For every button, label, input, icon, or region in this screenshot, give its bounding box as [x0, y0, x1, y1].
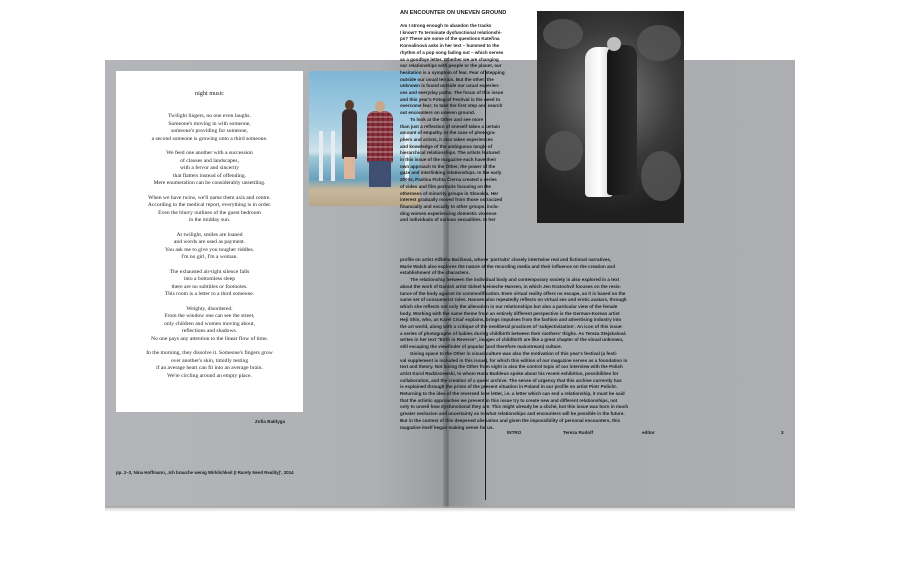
- poem-stanza: [116, 232, 303, 262]
- article-line: magazine itself began making sense for us.: [400, 424, 494, 430]
- article-line: Am I strong enough to abandon the tracks: [400, 23, 492, 28]
- article-line: I know? To terminate dysfunctional relationshi-: [400, 29, 502, 35]
- poem-line: over another's skin, timidly testing: [170, 357, 249, 364]
- article-line: our relationships with people or the planet, our: [400, 63, 502, 69]
- article-line: the art world, along with a critique of the neoliberal practices of 'subjectivization'. An icon of this issue:: [400, 324, 623, 330]
- poem-line: From the window one can see the street,: [164, 313, 255, 319]
- article-line: greater seclusion and uncertainty as to what relationships and encounters will be possible in the future.: [400, 411, 625, 417]
- article-line: Marie Walsh also explores the nature of the recording media and their influence on the creation and: [400, 263, 616, 269]
- article-line: than just a reflection of oneself takes a certain: [400, 123, 501, 129]
- article-line: of video and film portraits focusing on the: [400, 183, 491, 189]
- article-line: financially and socially to other groups, inclu-: [400, 203, 500, 209]
- article-line: profile on artist Alžběta Bačíková, whose 'portraits' closely intertwine real and fictional narratives,: [400, 257, 612, 262]
- poem-stanza: [116, 150, 303, 188]
- article-line: same set of consumerist rules. Hansen also repeatedly reflects on virtual sex and erotic avatars, through: [400, 297, 627, 303]
- article-line: text and theory. Not losing the Other from sight is also the control topic of our interview with the Polish: [400, 364, 623, 370]
- article-text-narrow: [400, 23, 532, 224]
- poem-line: In the morning, they dissolve it. Someone's fingers grow: [146, 350, 273, 356]
- article-line: as a goodbye letter. Whether we are changing: [400, 56, 499, 62]
- article-line: and knowledge of the ambiguous tangle of: [400, 143, 493, 149]
- article-line: body. Working with the same theme from an entirely different perspective is the German-Korean artist: [400, 310, 620, 316]
- poem-line: No one pays any attention to the linear flow of time.: [151, 335, 268, 342]
- article-line: and individuals of various sexualities. In her: [400, 217, 496, 223]
- article-line: artist Karol Radziszewski, to whom Hana Buddeus spoke about his recent exhibition, possibilities for: [400, 370, 619, 376]
- article-line: Giving space to the Other in visual culture was also the motivation of this year's festival (a festi-: [410, 350, 618, 356]
- article-line: Konvalinová asks in her text – hummed to the: [400, 43, 500, 49]
- article-line: But in the context of this deepened alienation and given the impossibility of personal encounters, this: [400, 417, 621, 423]
- poem-line: Someone's moving in with someone,: [168, 120, 251, 127]
- article-line: own approach to the Other, the power of the: [400, 163, 496, 169]
- article-line: tance of the body against its commodification. Even virtual reality offers no escape, as it is based on the: [400, 290, 626, 296]
- poem-line: Even the blurry outlines of the guest bedroom: [158, 209, 261, 216]
- poem-line: that flatters instead of offending.: [172, 172, 247, 179]
- poem-line: At twilight, smiles are loaned: [176, 231, 243, 238]
- poem-line: Weighty, disordered.: [186, 305, 233, 312]
- article-line: about the work of Danish artist Sidsel Meineche Hansen, in which Jen Kratochvil focuses on the resis-: [400, 283, 622, 289]
- article-line: overcome fear; to take the first step and search: [400, 103, 503, 109]
- article-line: Returning to the idea of the reversed love letter, i.e. a letter which can end a relationship, it must be said: [400, 391, 625, 397]
- article-line: establishment of the characters.: [400, 270, 470, 276]
- article-line: unknown is found outside our usual experien-: [400, 83, 500, 89]
- article-line: val supplement is included in this issue), for which this edition of our magazine serves as a foundation in: [400, 357, 628, 363]
- poem-line: of clauses and landscapes,: [180, 157, 239, 164]
- poem-line: When we have twins, we'll name them axis and centre.: [148, 194, 271, 201]
- poem-line: You ask me to give you tougher riddles.: [164, 246, 255, 253]
- poem-line: According to the medical report, everything is in order.: [147, 202, 272, 208]
- image-caption: pp. 2–3, Nina Hoffmann, ‚Ich brauche wenig Wirklichkeit (I Rarely Need Reality)‘, 2014: [116, 470, 294, 475]
- article-line: that the artistic approaches we present in this issue try to create new and different relationships, not: [400, 397, 618, 403]
- article-line: rhythm of a pop song fading out – which serves: [400, 49, 504, 55]
- article-line: only to unveil how dysfunctional they are. This might already be a cliché, but this issue was born in much: [400, 404, 629, 410]
- article-line: phers and artists, it also takes experiences: [400, 136, 493, 142]
- article-line: a series of photographs of babies during childbirth between their mothers' thighs. As Tereza Stejskalová: [400, 330, 626, 336]
- left-page: [105, 60, 445, 508]
- article-line: hesitation is a symptom of fear. Fear of stepping: [400, 69, 505, 75]
- article-line: amount of empathy. In the case of photogra-: [400, 130, 496, 136]
- article-line: and this year's Fotograf Festival is the need to: [400, 96, 501, 102]
- man-figure: [367, 111, 393, 163]
- article-text-wide: [400, 257, 684, 431]
- poem-stanza: [116, 350, 303, 380]
- article-line: hierarchical relationships. The artists featured: [400, 150, 500, 156]
- article-line: The relationship between the individual body and contemporary society is also explored in a text: [410, 277, 620, 283]
- poem-line: a second someone is growing onto a third someone.: [151, 135, 268, 142]
- poem-line: only children and women moving about,: [164, 320, 255, 327]
- article-line: ps? These are some of the questions Kateřina: [400, 36, 500, 42]
- article-line: ding women experiencing domestic violence: [400, 210, 497, 216]
- poem-stanza: [116, 195, 303, 225]
- article-line: gaze and interlinking relationships. In the early: [400, 170, 502, 176]
- article-line: interest gradually moved from those ostracized: [400, 197, 503, 203]
- poem-line: reflections and shadows.: [181, 328, 238, 334]
- poem-line: and words are used as payment.: [173, 239, 246, 245]
- article-line: still escaping the viewfinder of popular (and therefore mainstream) culture.: [400, 344, 562, 350]
- article-line: writes in her text "Birth in Reverse", images of childbirth are like a great chapter of the visual unknown,: [400, 337, 624, 343]
- poem-box: [116, 71, 303, 412]
- spread-shadow: [105, 506, 795, 512]
- article-line: in this issue of the magazine each have their: [400, 157, 497, 163]
- article-line: 2000s, Pavlína Fichta Čierna created a series: [400, 177, 497, 183]
- footer-author: Tereza Rudolf: [563, 430, 594, 435]
- footer-section: INTRO: [507, 430, 522, 435]
- article-line: is explained through the prism of the present situation in Poland in our profile on artist Piotr Policht.: [400, 384, 618, 390]
- embrace-photo: [537, 11, 684, 223]
- embracing-couple: [585, 37, 641, 197]
- poem-line: into a bottomless sleep: [183, 276, 236, 282]
- poem-line: Twilight lingers, no one even laughs.: [168, 113, 251, 119]
- article-line: otherness of minority groups in Slovakia. Her: [400, 190, 499, 196]
- footer-role: editor: [642, 430, 655, 435]
- article-line: To look at the Other and see more: [410, 116, 484, 122]
- poem-line: with a fervor and sincerity: [179, 165, 240, 171]
- page-number: 3: [781, 430, 784, 435]
- poem-title: night music: [194, 90, 225, 97]
- poem-author: Zofia Bałdyga: [255, 419, 286, 424]
- poem-line: The exhausted air-tight silence falls: [169, 268, 250, 275]
- article-line: outside our usual terrain. But the other; the: [400, 76, 494, 82]
- poem-line: in the midday sun.: [188, 217, 231, 223]
- article-line: Heji Shin, who, as Karel Císař explains, brings impulses from the fashion and advertising industry into: [400, 317, 622, 323]
- poem-stanzas: [116, 113, 303, 387]
- poem-line: This room is a letter to a third someone.: [164, 291, 255, 297]
- article-line: collaboration, and the creation of a queer archive. The sense of urgency that this archive currently has: [400, 377, 622, 383]
- poem-stanza: [116, 306, 303, 344]
- poem-line: someone's providing for someone,: [171, 128, 248, 134]
- woman-figure: [342, 109, 357, 159]
- article-line: which she reflects not only the alienation in our relationships but also a particular view of the female: [400, 303, 618, 309]
- poem-line: We feed one another with a succession: [166, 150, 253, 156]
- poem-line: Mere enumeration can be considerably unsettling.: [153, 180, 266, 186]
- poem-line: if an average heart can fit into an average brain.: [156, 365, 263, 371]
- article-title: AN ENCOUNTER ON UNEVEN GROUND: [400, 10, 507, 16]
- poem-stanza: [116, 269, 303, 299]
- poem-line: I'm no girl, I'm a woman.: [181, 254, 238, 260]
- article-line: out encounters on uneven ground.: [400, 110, 476, 116]
- article-line: ces and everyday paths. The focus of this issue: [400, 90, 504, 96]
- poem-line: there are no subtitles or footnotes.: [171, 283, 248, 290]
- poem-line: We're circling around an empty place.: [167, 372, 252, 379]
- poem-stanza: [116, 113, 303, 143]
